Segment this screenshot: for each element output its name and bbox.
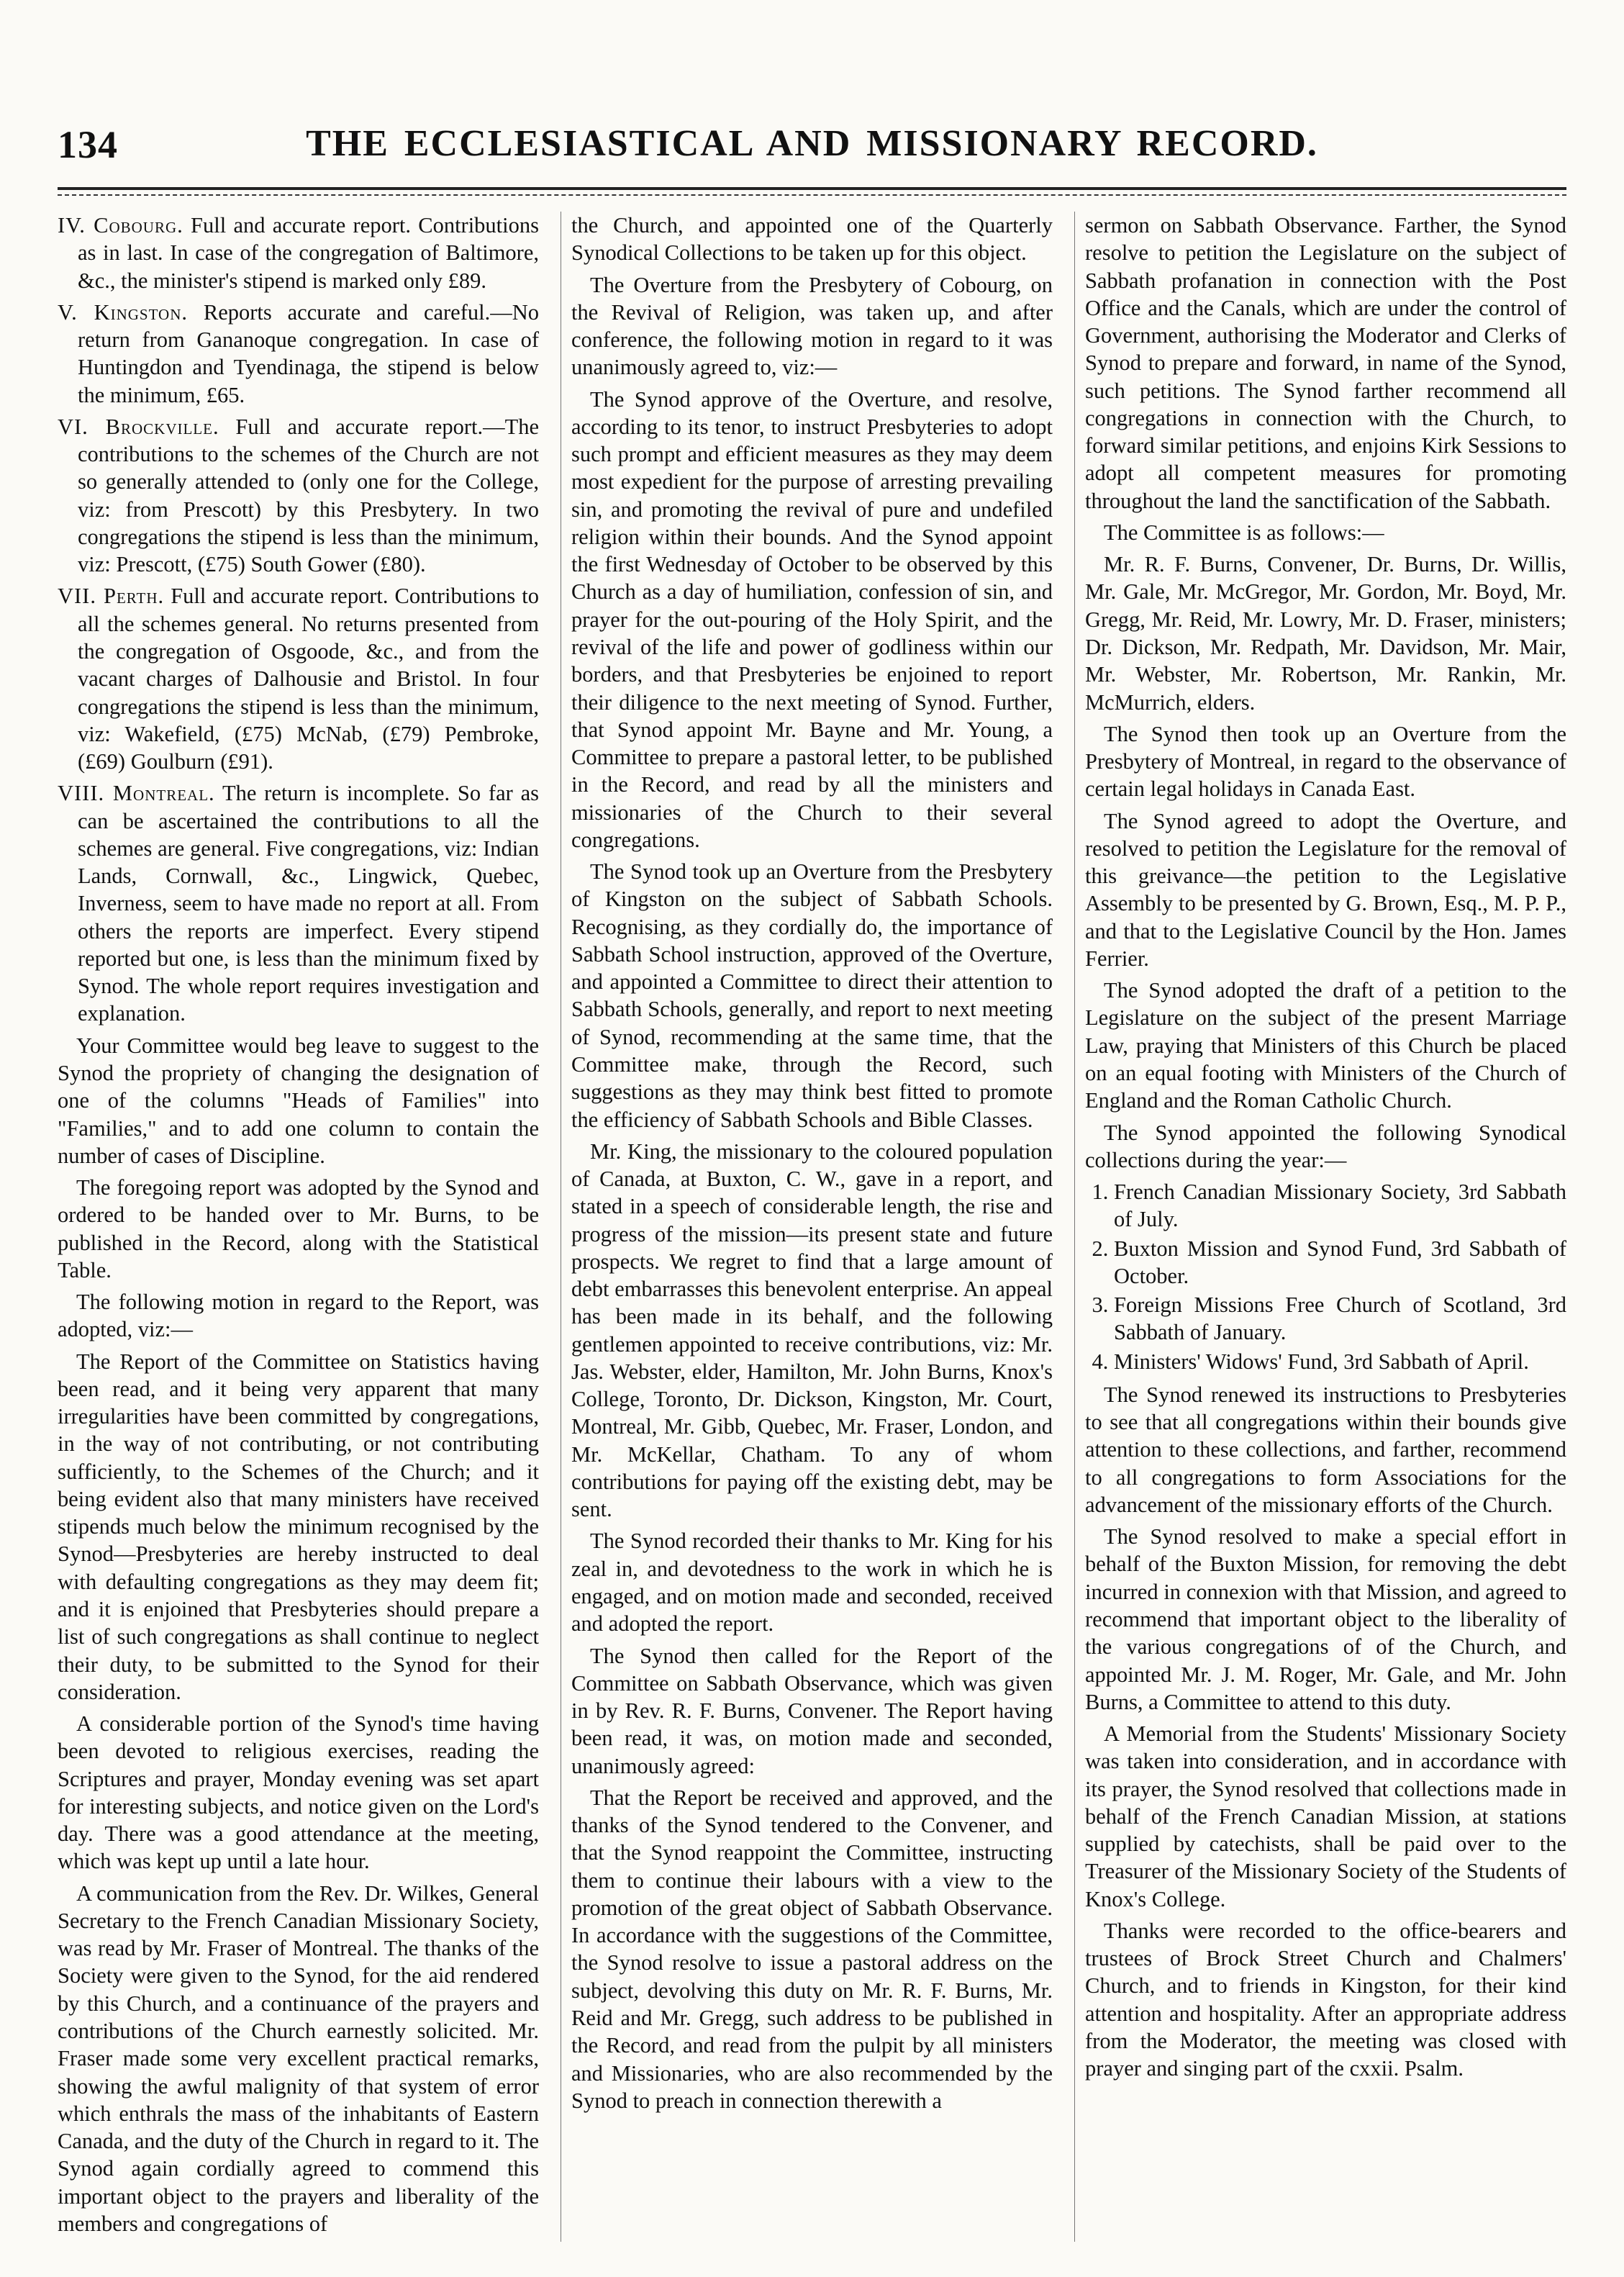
header-rule-dashed: [58, 194, 1566, 196]
paragraph: the Church, and appointed one of the Quarterly Synodical Collections to be taken up for this object.: [571, 213, 1053, 266]
paragraph: The Synod appointed the following Synodical collections during the year:—: [1085, 1120, 1566, 1172]
paragraph: [58, 779, 539, 1027]
paragraph-text: Full and accurate report. Contributions to all the schemes general. No returns presented from the congregation of Osgoode, &c., and from the vacant charges of Dalhousie and Bristol. In four congregations the stipend is less than the minimum, viz: Wakefield, (£75) McNab, (£79) Pembroke, (£69) Goulburn (£91).: [78, 584, 540, 774]
list-item: 3. Foreign Missions Free Church of Scotland, 3rd Sabbath of January.: [1114, 1291, 1566, 1346]
paragraph: The Synod then took up an Overture from the Presbytery of Montreal, in regard to the observance of certain legal holidays in Canada East.: [1085, 721, 1566, 802]
section-lead: VIII. Montreal.: [58, 781, 215, 806]
column-2: [561, 212, 1053, 2242]
paragraph: [58, 413, 539, 579]
page-title: THE ECCLESIASTICAL AND MISSIONARY RECORD.: [306, 123, 1318, 164]
column-1: [58, 212, 539, 2242]
paragraph: A communication from the Rev. Dr. Wilkes, General Secretary to the French Canadian Missionary Society, was read by Mr. Fraser of Montreal. The thanks of the Society were given to the Synod, for the aid rendered by this Church, and a continuance of the prayers and contributions of the Church earnestly solicited. Mr. Fraser made some very excellent practical remarks, showing the awful malignity of that system of error which enthrals the mass of the inhabitants of Eastern Canada, and the duty of the Church in regard to it. The Synod again cordially agreed to commend this important object to the prayers and liberality of the members and congregations of: [58, 1880, 539, 2236]
collections-list: [1085, 1178, 1566, 1375]
paragraph: The Synod resolved to make a special effort in behalf of the Buxton Mission, for removing the debt incurred in connexion with that Mission, and agreed to recommend that important object to the liberality of the various congregations of of the Church, and appointed Mr. J. M. Roger, Mr. Gale, and Mr. John Burns, a Committee to attend to this duty.: [1085, 1524, 1566, 1714]
list-item: 1. French Canadian Missionary Society, 3rd Sabbath of July.: [1114, 1178, 1566, 1233]
section-lead: V. Kingston.: [58, 299, 189, 325]
header-rule: [58, 187, 1566, 190]
paragraph: The Report of the Committee on Statistics having been read, and it being very apparent that many irregularities have been committed by congregations, in the way of not contributing, or not contributing sufficiently, to the Schemes of the Church; and it being evident also that many ministers have received stipends much below the minimum recognised by the Synod—Presbyteries are hereby instructed to deal with defaulting congregations as they may deem fit; and it is enjoined that Presbyteries should prepare a list of such congregations as shall continue to neglect their duty, to be submitted to the Synod for their consideration.: [58, 1349, 539, 1704]
list-item: 2. Buxton Mission and Synod Fund, 3rd Sabbath of October.: [1114, 1235, 1566, 1290]
list-item: 4. Ministers' Widows' Fund, 3rd Sabbath of April.: [1114, 1348, 1566, 1375]
paragraph: The Synod renewed its instructions to Presbyteries to see that all congregations within their bounds give attention to these collections, and farther, recommend to all congregations to form Associations for the advancement of the missionary efforts of the Church.: [1085, 1382, 1566, 1517]
section-lead: VI. Brockville.: [58, 414, 219, 439]
paragraph: The Synod then called for the Report of the Committee on Sabbath Observance, which was given in by Rev. R. F. Burns, Convener. The Report having been read, it was, on motion made and seconded, unanimously agreed:: [571, 1643, 1053, 1778]
paragraph: Your Committee would beg leave to suggest to the Synod the propriety of changing the designation of one of the columns "Heads of Families" into "Families," and to add one column to contain the number of cases of Discipline.: [58, 1033, 539, 1168]
page-number: 134: [58, 123, 118, 166]
paragraph: Mr. King, the missionary to the coloured population of Canada, at Buxton, C. W., gave in a report, and stated in a speech of considerable length, the rise and progress of the mission—its present state and future prospects. We regret to find that a large amount of debt embarrasses this benevolent enterprise. An appeal has been made in its behalf, and the following gentlemen appointed to receive contributions, viz: Mr. Jas. Webster, elder, Hamilton, Mr. John Burns, Knox's College, Toronto, Dr. Dickson, Kingston, Mr. Court, Montreal, Mr. Gibb, Quebec, Mr. Fraser, London, and Mr. McKellar, Chatham. To any of whom contributions for paying off the existing debt, may be sent.: [571, 1138, 1053, 1522]
paragraph: The Committee is as follows:—: [1104, 520, 1384, 545]
page-header: [58, 122, 1566, 173]
paragraph: A Memorial from the Students' Missionary Society was taken into consideration, and in accordance with its prayer, the Synod resolved that collections made in behalf of the French Canadian Mission, at stations supplied by catechists, shall be paid over to the Treasurer of the Missionary Society of the Students of Knox's College.: [1085, 1721, 1566, 1911]
column-3: [1074, 212, 1566, 2242]
section-lead: VII. Perth.: [58, 584, 165, 609]
section-lead: IV. Cobourg.: [58, 213, 183, 237]
paragraph-text: The return is incomplete. So far as can be ascertained the contributions to all the schemes are general. Five congregations, viz: Indian Lands, Cornwall, &c., Lingwick, Quebec, Inverness, seem to have made no report at all. From others the reports are imperfect. Every stipend reported but one, is less than the minimum fixed by Synod. The whole report requires investigation and explanation.: [78, 781, 539, 1026]
paragraph-text: Reports accurate and careful.—No return from Gananoque congregation. In case of Huntingdon and Tyendinaga, the stipend is below the minimum, £65.: [78, 299, 539, 407]
paragraph: [58, 212, 539, 294]
paragraph: The Synod recorded their thanks to Mr. King for his zeal in, and devotedness to the work in which he is engaged, and on motion made and seconded, received and adopted the report.: [571, 1529, 1053, 1637]
paragraph: That the Report be received and approved, and the thanks of the Synod tendered to the Convener, and that the Synod reappoint the Committee, instructing them to continue their labours with a view to the promotion of the great object of Sabbath Observance. In accordance with the suggestions of the Committee, the Synod resolve to issue a pastoral address on the subject, devolving this duty on Mr. R. F. Burns, Mr. Reid and Mr. Gregg, such address to be published in the Record, and read from the pulpit by all ministers and Missionaries, who are also recommended by the Synod to preach in connection therewith a: [571, 1785, 1053, 2113]
paragraph: The Overture from the Presbytery of Cobourg, on the Revival of Religion, was taken up, and after conference, the following motion in regard to it was unanimously agreed to, viz:—: [571, 272, 1053, 380]
text-columns: [58, 212, 1566, 2242]
paragraph: The Synod agreed to adopt the Overture, and resolved to petition the Legislature for the removal of this greivance—the petition to the Legislative Assembly to be presented by G. Brown, Esq., M. P. P., and that to the Legislative Council by the Hon. James Ferrier.: [1085, 808, 1566, 971]
paragraph: Thanks were recorded to the office-bearers and trustees of Brock Street Church and Chalmers' Church, and to friends in Kingston, for their kind attention and hospitality. After an appropriate address from the Moderator, the meeting was closed with prayer and singing part of the cxxii. Psalm.: [1085, 1918, 1566, 2081]
paragraph: [58, 582, 539, 775]
paragraph: A considerable portion of the Synod's time having been devoted to religious exercises, reading the Scriptures and prayer, Monday evening was set apart for interesting subjects, and notice given on the Lord's day. There was a good attendance at the meeting, which was kept up until a late hour.: [58, 1711, 539, 1874]
paragraph: sermon on Sabbath Observance. Farther, the Synod resolve to petition the Legislature on the subject of Sabbath profanation in connection with the Post Office and the Canals, which are under the control of Government, authorising the Moderator and Clerks of Synod to prepare and forward, in name of the Synod, such petitions. The Synod farther recommend all congregations in connection with the Church, to forward similar petitions, and enjoins Kirk Sessions to adopt all competent measures for promoting throughout the land the sanctification of the Sabbath.: [1085, 213, 1566, 513]
paragraph: The Synod approve of the Overture, and resolve, according to its tenor, to instruct Presbyteries to adopt such prompt and efficient measures as they may deem most expedient for the purpose of arresting prevailing sin, and promoting the revival of pure and undefiled religion within their bounds. And the Synod appoint the first Wednesday of October to be observed by this Church as a day of humiliation, confession of sin, and prayer for the out-pouring of the Holy Spirit, and the revival of the life and power of godliness within our borders, and that Presbyteries be enjoined to report their diligence to the next meeting of Synod. Further, that Synod appoint Mr. Bayne and Mr. Young, a Committee to prepare a pastoral letter, to be published in the Record, and read by all the ministers and missionaries of the Church to their several congregations.: [571, 386, 1053, 852]
paragraph: The Synod adopted the draft of a petition to the Legislature on the subject of the present Marriage Law, praying that Ministers of this Church be placed on an equal footing with Ministers of the Church of England and the Roman Catholic Church.: [1085, 978, 1566, 1113]
paragraph: [58, 299, 539, 409]
paragraph: The foregoing report was adopted by the Synod and ordered to be handed over to Mr. Burns, to be published in the Record, along with the Statistical Table.: [58, 1175, 539, 1282]
paragraph-text: Full and accurate report.—The contributions to the schemes of the Church are not so generally attended to (only one for the College, viz: from Prescott) by this Presbytery. In two congregations the stipend is less than the minimum, viz: Prescott, (£75) South Gower (£80).: [78, 414, 540, 577]
paragraph: Mr. R. F. Burns, Convener, Dr. Burns, Dr. Willis, Mr. Gale, Mr. McGregor, Mr. Gordon, Mr. Boyd, Mr. Gregg, Mr. Reid, Mr. Lowry, Mr. D. Fraser, ministers; Dr. Dickson, Mr. Redpath, Mr. Davidson, Mr. Mair, Mr. Webster, Mr. Robertson, Mr. Rankin, Mr. McMurrich, elders.: [1085, 552, 1566, 715]
paragraph-text: Full and accurate report. Contributions as in last. In case of the congregation of Baltimore, &c., the minister's stipend is marked only £89.: [78, 213, 540, 293]
paragraph: The following motion in regard to the Report, was adopted, viz:—: [58, 1290, 539, 1342]
paragraph: The Synod took up an Overture from the Presbytery of Kingston on the subject of Sabbath Schools. Recognising, as they cordially do, the importance of Sabbath School instruction, approved of the Overture, and appointed a Committee to direct their attention to Sabbath Schools, generally, and report to next meeting of Synod, recommending at the same time, that the Committee make, through the Record, such suggestions as they may think best fitted to promote the efficiency of Sabbath Schools and Bible Classes.: [571, 859, 1053, 1132]
